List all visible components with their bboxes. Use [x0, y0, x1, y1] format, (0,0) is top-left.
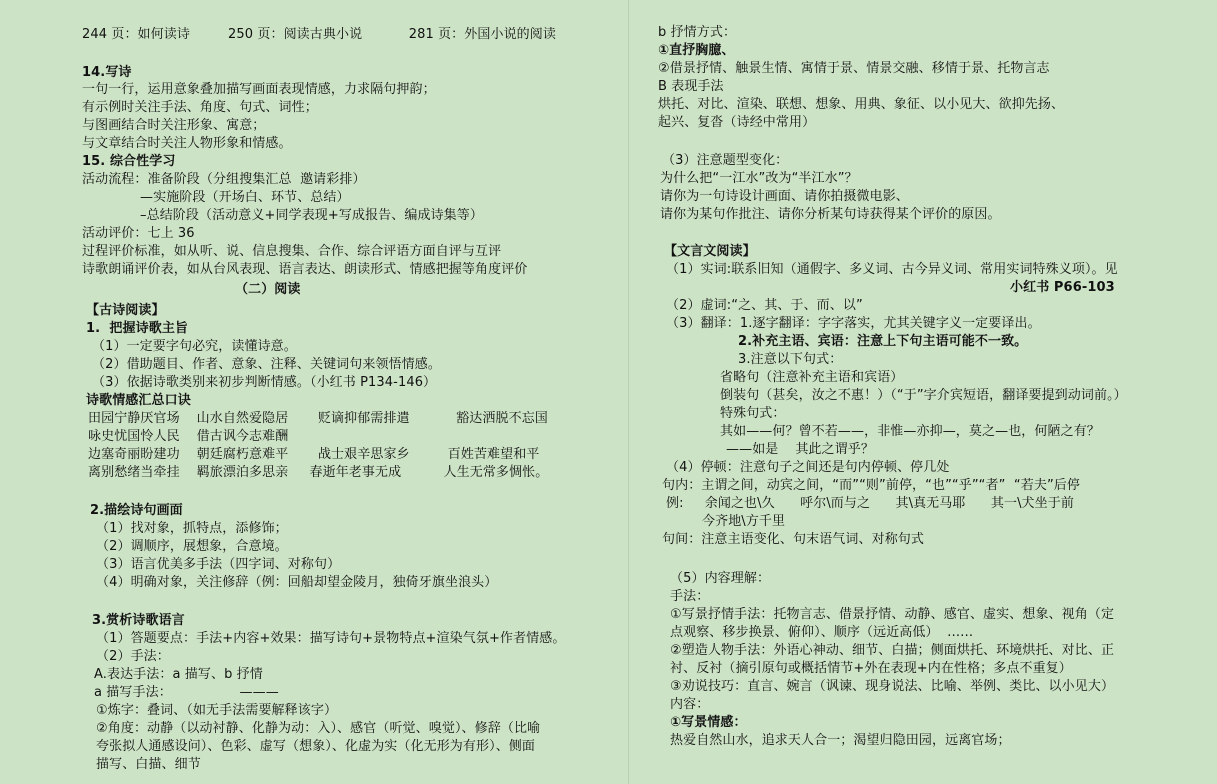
right-text-line: （1）实词:联系旧知（通假字、多义词、古今异义词、常用实词特殊义项）。见 — [666, 262, 1118, 277]
left-text-line: 与图画结合时关注形象、寓意； — [82, 118, 266, 133]
right-text-line: ①直抒胸臆、 — [658, 43, 735, 58]
left-text-line: 【古诗阅读】 — [86, 303, 165, 318]
right-text-line: 热爱自然山水，追求天人合一；渴望归隐田园，远离官场； — [670, 733, 1011, 748]
left-text-line: （3）语言优美多手法（四字词、对称句） — [96, 557, 341, 572]
right-text-line: （5）内容理解： — [670, 571, 771, 586]
right-text-line: 句内：主谓之间，动宾之间，“而”“则”前停，“也”“乎”“者” “若夫”后停 — [662, 478, 1080, 493]
right-text-line: ③劝说技巧：直言、婉言（讽谏、现身说法、比喻、举例、类比、以小见大） — [670, 679, 1115, 694]
left-text-line: （二）阅读 — [235, 282, 301, 297]
right-text-line: 衬、反衬（摘引原句或概括情节+外在表现+内在性格；多点不重复） — [670, 661, 1072, 676]
left-text-line: （2）手法： — [96, 649, 170, 664]
left-text-line: 田园宁静厌官场 山水自然爱隐居 贬谪抑郁需排遣 豁达洒脱不忘国 — [88, 411, 548, 426]
right-text-line: 小红书 P66-103 — [1010, 280, 1115, 295]
left-text-line: 14.写诗 — [82, 65, 132, 80]
right-text-line: 句间：注意主语变化、句末语气词、对称句式 — [662, 532, 925, 547]
left-text-line: 3.赏析诗歌语言 — [92, 613, 185, 628]
right-text-line: 今齐地\方千里 — [702, 514, 786, 529]
right-text-line: 2.补充主语、宾语：注意上下句主语可能不一致。 — [738, 334, 1028, 349]
left-text-line: ①炼字：叠词、（如无手法需要解释该字） — [96, 703, 338, 718]
left-text-line: 夸张拟人通感设问）、色彩、虚写（想象）、化虚为实（化无形为有形）、侧面 — [96, 739, 536, 754]
left-text-line: 244 页：如何读诗 250 页：阅读古典小说 281 页：外国小说的阅读 — [82, 27, 556, 42]
left-text-line: 活动流程：准备阶段（分组搜集汇总 邀请彩排） — [82, 172, 366, 187]
left-text-line: （1）找对象，抓特点，添修饰； — [96, 521, 288, 536]
left-text-line: ②角度：动静（以动衬静、化静为动：入）、感官（听觉、嗅觉）、修辞（比喻 — [96, 721, 541, 736]
right-text-line: 倒装句（甚矣，汝之不惠！）（“于”字介宾短语，翻译要提到动词前。） — [720, 388, 1127, 403]
column-divider — [628, 0, 629, 784]
left-text-line: 2.描绘诗句画面 — [90, 503, 183, 518]
left-text-line: 有示例时关注手法、角度、句式、词性； — [82, 100, 318, 115]
right-text-line: 省略句（注意补充主语和宾语） — [720, 370, 904, 385]
right-text-line: （2）虚词:“之、其、于、而、以” — [666, 298, 863, 313]
right-text-line: ——如是 其此之谓乎？ — [726, 442, 874, 457]
right-text-line: b 抒情方式： — [658, 25, 737, 40]
right-text-line: 为什么把“一江水”改为“半江水”？ — [660, 171, 858, 186]
left-text-line: 描写、白描、细节 — [96, 757, 201, 772]
right-text-line: 点观察、移步换景、俯仰）、顺序（远近高低） …… — [670, 625, 974, 640]
left-text-line: （2）借助题目、作者、意象、注释、关键词句来领悟情感。 — [92, 357, 441, 372]
right-text-line: B 表现手法 — [658, 79, 724, 94]
right-text-line: 请你为一句诗设计画面、请你拍摄微电影、 — [660, 189, 909, 204]
left-text-line: （1）一定要字句必究，读懂诗意。 — [92, 339, 297, 354]
left-text-line: 与文章结合时关注人物形象和情感。 — [82, 136, 292, 151]
left-text-line: （3）依据诗歌类别来初步判断情感。（小红书 P134-146） — [92, 375, 437, 390]
left-text-line: a 描写手法： ——— — [94, 685, 279, 700]
left-text-line: （2）调顺序，展想象，合意境。 — [96, 539, 288, 554]
right-text-line: （3）注意题型变化： — [662, 153, 789, 168]
right-text-line: ②借景抒情、触景生情、寓情于景、情景交融、移情于景、托物言志 — [658, 61, 1050, 76]
right-text-line: （3）翻译：1.逐字翻译：字字落实，尤其关键字义一定要译出。 — [666, 316, 1041, 331]
left-text-line: 诗歌朗诵评价表，如从台风表现、语言表达、朗读形式、情感把握等角度评价 — [82, 262, 528, 277]
left-text-line: 边塞奇丽盼建功 朝廷腐朽意难平 战士艰辛思家乡 百姓苦难望和平 — [88, 447, 540, 462]
right-text-line: （4）停顿：注意句子之间还是句内停顿、停几处 — [666, 460, 950, 475]
left-text-line: （4）明确对象，关注修辞（例：回船却望金陵月，独倚牙旗坐浪头） — [96, 575, 498, 590]
left-text-line: 1. 把握诗歌主旨 — [86, 321, 189, 336]
left-text-line: —实施阶段（开场白、环节、总结） — [140, 190, 350, 205]
left-text-line: 咏史忧国怜人民 借古讽今志难酬 — [88, 429, 289, 444]
left-text-line: （1）答题要点：手法+内容+效果：描写诗句+景物特点+渲染气氛+作者情感。 — [96, 631, 566, 646]
left-text-line: –总结阶段（活动意义+同学表现+写成报告、编成诗集等） — [140, 208, 483, 223]
right-text-line: 3.注意以下句式： — [738, 352, 843, 367]
right-text-line: 内容： — [670, 697, 710, 712]
right-text-line: 烘托、对比、渲染、联想、想象、用典、象征、以小见大、欲抑先扬、 — [658, 97, 1065, 112]
right-text-line: ①写景情感： — [670, 715, 747, 730]
left-text-line: 诗歌情感汇总口诀 — [86, 393, 191, 408]
right-text-line: 起兴、复沓（诗经中常用） — [658, 115, 816, 130]
left-text-line: 过程评价标准，如从听、说、信息搜集、合作、综合评语方面自评与互评 — [82, 244, 502, 259]
left-text-line: 活动评价：七上 36 — [82, 226, 195, 241]
right-text-line: ②塑造人物手法：外语心神动、细节、白描；侧面烘托、环境烘托、对比、正 — [670, 643, 1115, 658]
right-text-line: 【文言文阅读】 — [664, 244, 756, 259]
right-text-line: 其如——何？曾不若——，非惟—亦抑—，莫之—也，何陋之有？ — [720, 424, 1100, 439]
right-text-line: 请你为某句作批注、请你分析某句诗获得某个评价的原因。 — [660, 207, 1001, 222]
left-text-line: A.表达手法：a 描写、b 抒情 — [94, 667, 263, 682]
right-text-line: 特殊句式： — [720, 406, 786, 421]
right-text-line: 手法： — [670, 589, 710, 604]
left-text-line: 一句一行，运用意象叠加描写画面表现情感，力求隔句押韵； — [82, 82, 436, 97]
left-text-line: 15. 综合性学习 — [82, 154, 176, 169]
left-text-line: 离别愁绪当牵挂 羁旅漂泊多思亲 春逝年老事无成 人生无常多惆怅。 — [88, 465, 549, 480]
right-text-line: 例: 余闻之也\久 呼尔\而与之 其\真无马耶 其一\犬坐于前 — [666, 496, 1074, 511]
right-text-line: ①写景抒情手法：托物言志、借景抒情、动静、感官、虚实、想象、视角（定 — [670, 607, 1115, 622]
